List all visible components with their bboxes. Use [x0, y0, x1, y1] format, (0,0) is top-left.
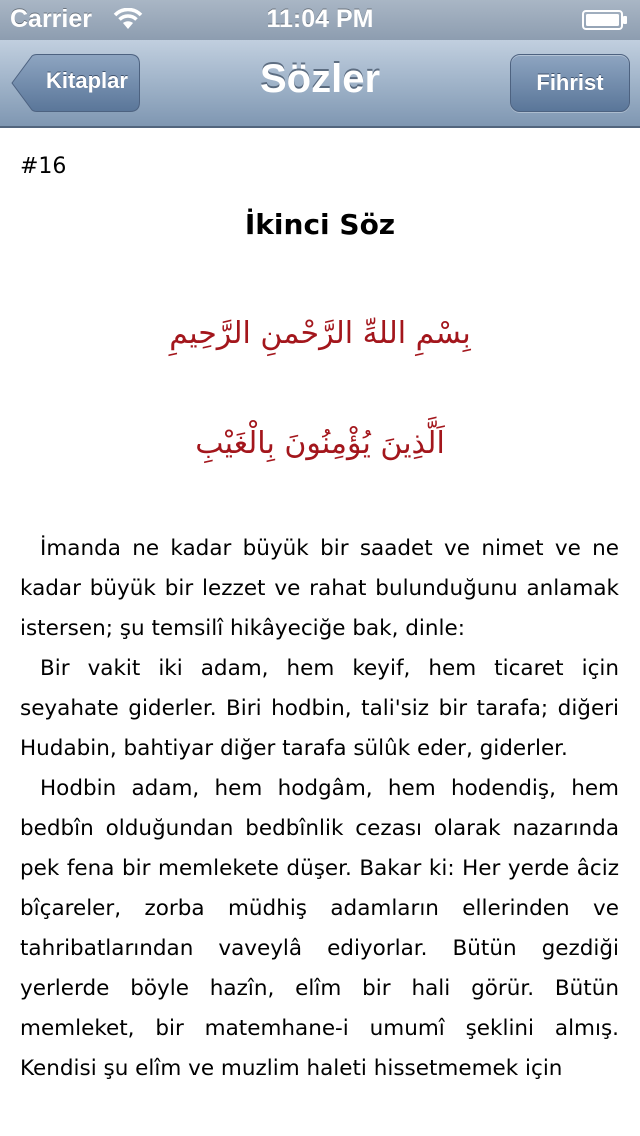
paragraph: Bir vakit iki adam, hem keyif, hem ticaret için seyahate giderler. Biri hodbin, tali'siz bir tarafa; diğeri Hudabin, bahtiyar diğer tarafa sülûk eder, giderler.	[20, 656, 619, 761]
battery-icon	[582, 10, 628, 30]
index-button[interactable]: Fihrist	[510, 54, 630, 112]
status-bar	[0, 0, 640, 40]
navigation-bar	[0, 40, 640, 128]
carrier-label: Carrier	[10, 5, 92, 33]
body-text	[20, 529, 619, 1089]
paragraph: İmanda ne kadar büyük bir saadet ve nimet ve ne kadar büyük bir lezzet ve rahat bulunduğunu anlamak istersen; şu temsilî hikâyeciğe bak, dinle:	[20, 536, 619, 641]
back-button-label: Kitaplar	[46, 68, 128, 93]
arabic-basmala: بِسْمِ اللهِّ الرَّحْمنِ الرَّحِيمِ	[169, 316, 471, 351]
paragraph: Hodbin adam, hem hodgâm, hem hodendiş, hem bedbîn olduğundan bedbînlik cezası olarak nazarında pek fena bir memlekete düşer. Bakar ki: Her yerde âciz bîçareler, zorba müdhiş adamların ellerinden ve tahribatlarından vaveylâ ediyorlar. Bütün gezdiği yerlerde böyle hazîn, elîm bir hali görür. Bütün memleket, bir matemhane-i umumî şeklini almış. Kendisi şu elîm ve muzlim haleti hissetmemek için	[20, 776, 619, 1081]
page-number: #16	[20, 154, 67, 179]
page-title: Sözler	[259, 57, 381, 101]
chapter-title: İkinci Söz	[244, 208, 396, 241]
clock: 11:04 PM	[266, 5, 374, 33]
arabic-verse: اَلَّذِينَ يُؤْمِنُونَ بِالْغَيْبِ	[195, 426, 445, 461]
